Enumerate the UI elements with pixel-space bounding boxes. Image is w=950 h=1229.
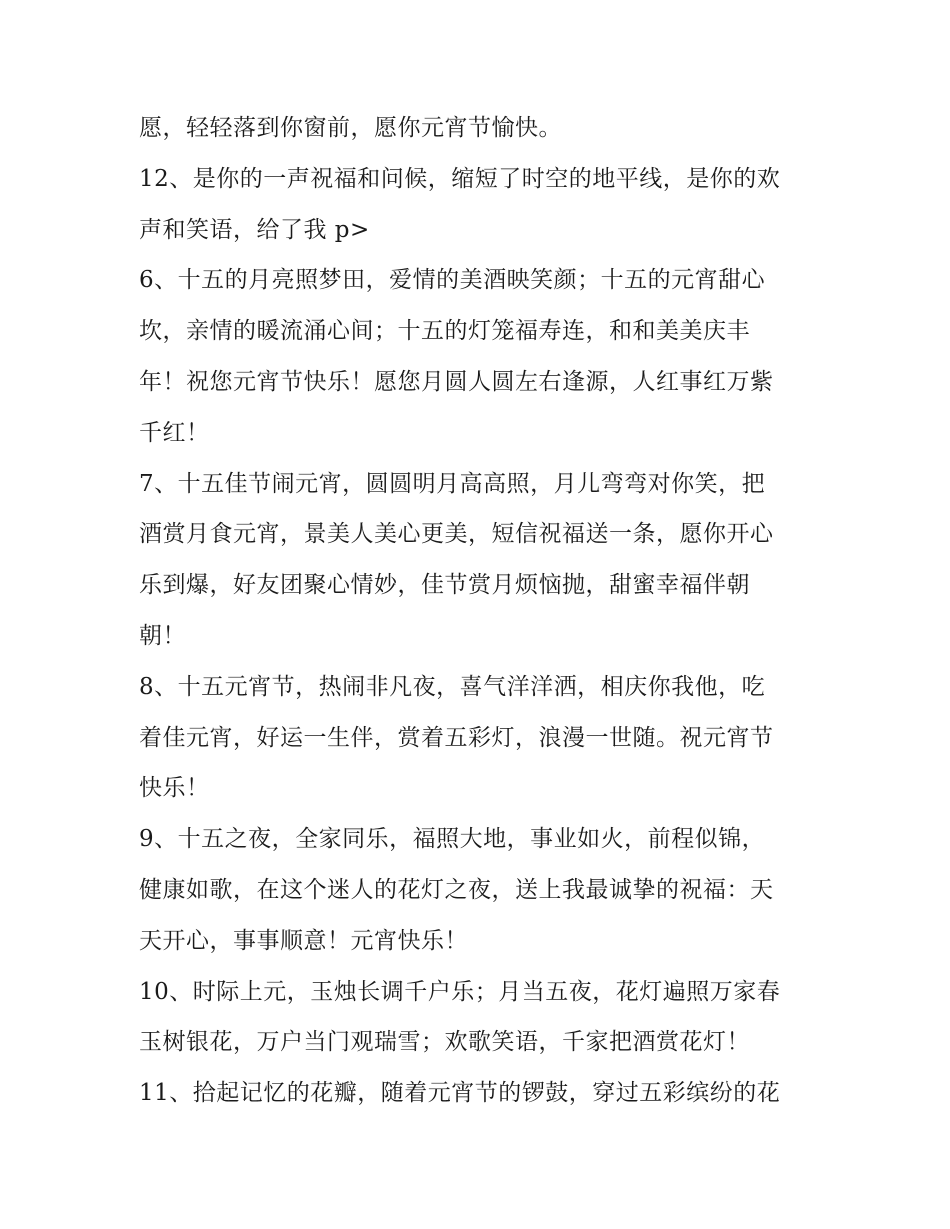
text-line: 酒赏月食元宵，景美人美心更美，短信祝福送一条，愿你开心 [139,521,774,548]
text-line: 玉树银花，万户当门观瑞雪；欢歌笑语，千家把酒赏花灯！ [139,1029,750,1056]
text-line: 7、十五佳节闹元宵，圆圆明月高高照，月儿弯弯对你笑，把 [139,470,766,497]
text-line: 11、拾起记忆的花瓣，随着元宵节的锣鼓，穿过五彩缤纷的花 [139,1080,781,1107]
text-line: 天开心，事事顺意！元宵快乐！ [139,927,468,954]
text-line: 年！祝您元宵节快乐！愿您月圆人圆左右逢源，人红事红万紫 [139,368,774,395]
text-line: 12、是你的一声祝福和问候，缩短了时空的地平线，是你的欢 [139,165,781,192]
text-line: 乐到爆，好友团聚心情妙，佳节赏月烦恼抛，甜蜜幸福伴朝 [139,572,750,599]
text-line: 健康如歌，在这个迷人的花灯之夜，送上我最诚挚的祝福：天 [139,876,774,903]
text-line: 9、十五之夜，全家同乐，福照大地，事业如火，前程似锦， [139,826,766,853]
text-line: 坎，亲情的暖流涌心间；十五的灯笼福寿连，和和美美庆丰 [139,318,750,345]
text-line: 朝！ [139,622,186,649]
text-line: 快乐！ [139,775,210,802]
text-line: 6、十五的月亮照梦田，爱情的美酒映笑颜；十五的元宵甜心 [139,267,766,294]
text-line: 千红！ [139,419,210,446]
text-line: 10、时际上元，玉烛长调千户乐；月当五夜，花灯遍照万家春 [139,978,781,1005]
text-line: 着佳元宵，好运一生伴，赏着五彩灯，浪漫一世随。祝元宵节 [139,724,774,751]
text-line: 声和笑语，给了我 p> [139,216,370,243]
document-body [139,103,819,1119]
text-line: 8、十五元宵节，热闹非凡夜，喜气洋洋洒，相庆你我他，吃 [139,673,766,700]
text-line: 愿，轻轻落到你窗前，愿你元宵节愉快。 [139,115,562,141]
